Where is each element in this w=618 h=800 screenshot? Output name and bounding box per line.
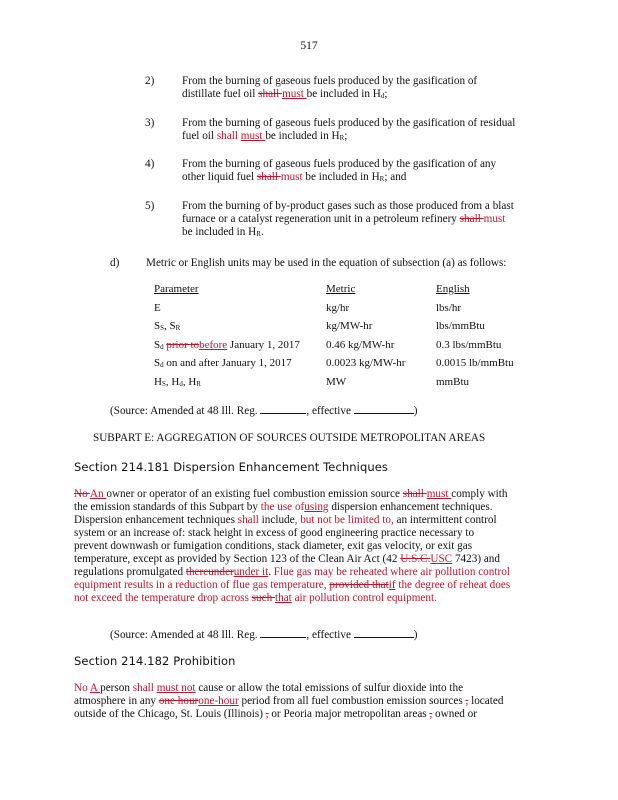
inserted-text: not exceed the temperature drop across — [74, 592, 252, 604]
subscript: R — [175, 324, 181, 332]
text-run: , effective — [306, 629, 354, 641]
table-row — [154, 357, 514, 376]
inserted-text: before — [199, 338, 228, 351]
deleted-text: No — [74, 488, 90, 500]
text-run: S — [154, 320, 161, 332]
list-item-number: 5) — [145, 200, 155, 212]
subscript: d — [160, 361, 164, 369]
text-run: other liquid fuel — [182, 171, 257, 183]
inserted-text: Flue gas may be reheated where air pollution control — [273, 566, 510, 578]
subsection-label: d) — [110, 257, 120, 269]
subscript: S — [160, 324, 165, 332]
blank-line — [260, 404, 306, 414]
text-run: ) — [413, 405, 418, 417]
source-note — [110, 628, 417, 642]
subscript: R — [379, 175, 385, 183]
units-table — [154, 283, 514, 394]
list-item — [182, 158, 552, 184]
text-run: an intermittent control — [393, 514, 497, 526]
text-run: , H — [165, 375, 180, 388]
deleted-text: shall — [258, 88, 283, 100]
table-cell: lbs/mmBtu — [436, 320, 485, 332]
column-header: English — [436, 283, 470, 295]
column-header: Parameter — [154, 283, 199, 295]
text-run: (Source: Amended at 48 Ill. Reg. — [110, 629, 261, 641]
deleted-text: prior to — [166, 338, 200, 351]
text-run: dispersion enhancement techniques. — [328, 501, 493, 513]
blank-line — [354, 404, 414, 414]
table-cell: 0.3 lbs/mmBtu — [436, 338, 502, 351]
page-number: 517 — [300, 40, 318, 52]
table-cell: 0.0015 lb/mmBtu — [436, 357, 514, 369]
list-item-line: From the burning of gaseous fuels produced by the gasification of — [182, 75, 478, 87]
table-row — [154, 320, 514, 339]
list-item — [182, 117, 552, 143]
text-run: be included in H — [306, 88, 381, 100]
text-run: fuel oil — [182, 130, 217, 142]
text-run: comply with — [451, 488, 508, 500]
deleted-text: one hour — [158, 695, 199, 707]
inserted-text: using — [304, 501, 329, 513]
subscript: R — [339, 134, 345, 142]
subscript: R — [196, 379, 201, 388]
table-cell: MW — [326, 375, 347, 388]
text-run: S — [154, 338, 161, 351]
inserted-text: must — [282, 88, 307, 100]
section-paragraph — [74, 488, 550, 605]
text-run: be included in H — [265, 130, 340, 142]
text-run: regulations promulgated — [74, 566, 186, 578]
text-run: include — [258, 514, 295, 526]
text-run: owned or — [432, 708, 477, 720]
column-header: Metric — [326, 283, 356, 295]
text-line: prevent downwash or fumigation conditions, stack diameter, exit gas velocity, or exit gas — [74, 540, 473, 552]
text-run: outside of the Chicago, St. Louis (Illinois) — [74, 708, 266, 720]
text-run: ; — [384, 88, 388, 100]
inserted-text: must — [280, 171, 306, 183]
table-row — [154, 376, 514, 395]
text-run: cause or allow the total emissions of sulfur dioxide into the — [195, 682, 464, 694]
subscript: d — [179, 379, 183, 388]
inserted-text: A — [89, 682, 101, 694]
text-run: be included in H — [182, 226, 257, 238]
list-item-line: From the burning of gaseous fuels produced by the gasification of any — [182, 158, 497, 170]
inserted-text: shall — [132, 682, 157, 694]
text-run: furnace or a catalyst regeneration unit in a petroleum refinery — [182, 213, 460, 225]
table-cell: 0.46 kg/MW-hr — [326, 338, 395, 351]
subscript: d — [380, 92, 385, 100]
text-run: , effective — [306, 405, 354, 417]
deleted-text: shall — [402, 488, 427, 500]
table-cell: kg/hr — [326, 301, 350, 314]
subpart-heading: SUBPART E: AGGREGATION OF SOURCES OUTSIDE METROPOLITAN AREAS — [93, 432, 486, 444]
text-run: , S — [164, 320, 176, 332]
list-item-number: 4) — [145, 158, 155, 170]
deleted-text: , — [429, 708, 433, 720]
table-cell: 0.0023 kg/MW-hr — [326, 357, 406, 369]
deleted-text: provided that — [329, 579, 389, 591]
subscript: d — [160, 342, 164, 351]
subsection-text: Metric or English units may be used in the equation of subsection (a) as follows: — [146, 257, 507, 269]
deleted-text: No — [74, 682, 90, 694]
text-run: located — [468, 695, 504, 707]
list-item-line: From the burning of by-product gases such as those produced from a blast — [182, 200, 514, 212]
text-run: . — [260, 226, 264, 238]
text-run: Dispersion enhancement techniques — [74, 514, 238, 526]
deleted-text: U.S.C. — [400, 553, 431, 565]
deleted-text: such — [251, 592, 275, 604]
blank-line — [354, 628, 414, 638]
text-run: or Peoria major metropolitan areas — [268, 708, 430, 720]
text-run: 7423) and — [452, 553, 500, 565]
text-run: be included in H — [305, 171, 380, 183]
text-run: temperature, except as provided by Section 123 of the Clean Air Act (42 — [74, 553, 401, 565]
text-run: owner or operator of an existing fuel combustion emission source — [106, 488, 403, 500]
inserted-text: equipment results in a reduction of flue gas temperature, — [74, 579, 330, 591]
text-run: , H — [182, 375, 197, 388]
inserted-text: that — [275, 592, 292, 604]
table-cell — [154, 320, 326, 339]
text-run: the emission standards of this Subpart by — [74, 501, 261, 513]
inserted-text: An — [89, 488, 107, 500]
deleted-text: thereunder — [185, 566, 234, 578]
table-row — [154, 339, 514, 358]
table-cell: mmBtu — [436, 375, 470, 388]
source-note — [110, 404, 417, 418]
table-cell — [154, 357, 326, 376]
table-cell: kg/MW-hr — [326, 320, 373, 332]
deleted-text: , — [465, 695, 469, 707]
text-run: ; — [344, 130, 348, 142]
table-cell — [154, 376, 326, 395]
text-run: on and after January 1, 2017 — [163, 357, 292, 369]
inserted-text: under it — [233, 566, 269, 578]
deleted-text: shall — [216, 130, 241, 142]
text-line: system or an increase of: stack height in excess of good engineering practice necessary to — [74, 527, 475, 539]
inserted-text: , but not be limited to, — [294, 514, 394, 526]
section-heading: Section 214.182 Prohibition — [74, 654, 236, 668]
text-run: January 1, 2017 — [227, 338, 300, 351]
list-item-line: From the burning of gaseous fuels produced by the gasification of residual — [182, 117, 516, 129]
list-item-number: 3) — [145, 117, 155, 129]
inserted-text: must not — [156, 682, 196, 694]
text-run: (Source: Amended at 48 Ill. Reg. — [110, 405, 261, 417]
text-run: ; and — [384, 171, 407, 183]
subscript: R — [256, 230, 261, 238]
table-cell: lbs/hr — [436, 301, 462, 314]
inserted-text: must — [240, 130, 266, 142]
inserted-text: if — [388, 579, 396, 591]
section-paragraph — [74, 682, 550, 721]
table-cell: E — [154, 301, 161, 314]
inserted-text: must — [426, 488, 452, 500]
deleted-text: shall — [459, 213, 484, 225]
section-heading: Section 214.181 Dispersion Enhancement Techniques — [74, 460, 389, 474]
inserted-text: air pollution control equipment. — [291, 592, 437, 604]
blank-line — [260, 628, 306, 638]
table-header-row — [154, 283, 514, 302]
inserted-text: one-hour — [198, 695, 239, 707]
deleted-text: , — [265, 708, 269, 720]
text-run: person — [100, 682, 133, 694]
text-run: period from all fuel combustion emission sources — [238, 695, 466, 707]
text-run: . — [268, 566, 274, 578]
text-run: atmosphere in any — [74, 695, 159, 707]
table-row — [154, 302, 514, 321]
inserted-text: shall — [237, 514, 259, 526]
text-run: ) — [413, 629, 418, 641]
inserted-text: USC — [430, 553, 453, 565]
inserted-text: the use of — [260, 501, 305, 513]
inserted-text: the degree of reheat does — [395, 579, 511, 591]
list-item — [182, 200, 552, 239]
list-item-number: 2) — [145, 75, 155, 87]
text-run: H — [154, 375, 162, 388]
deleted-text: shall — [256, 171, 281, 183]
text-run: S — [154, 357, 161, 369]
list-item — [182, 75, 552, 101]
text-run: distillate fuel oil — [182, 88, 259, 100]
subscript: S — [161, 379, 166, 388]
table-cell — [154, 339, 326, 358]
inserted-text: must — [483, 213, 506, 225]
